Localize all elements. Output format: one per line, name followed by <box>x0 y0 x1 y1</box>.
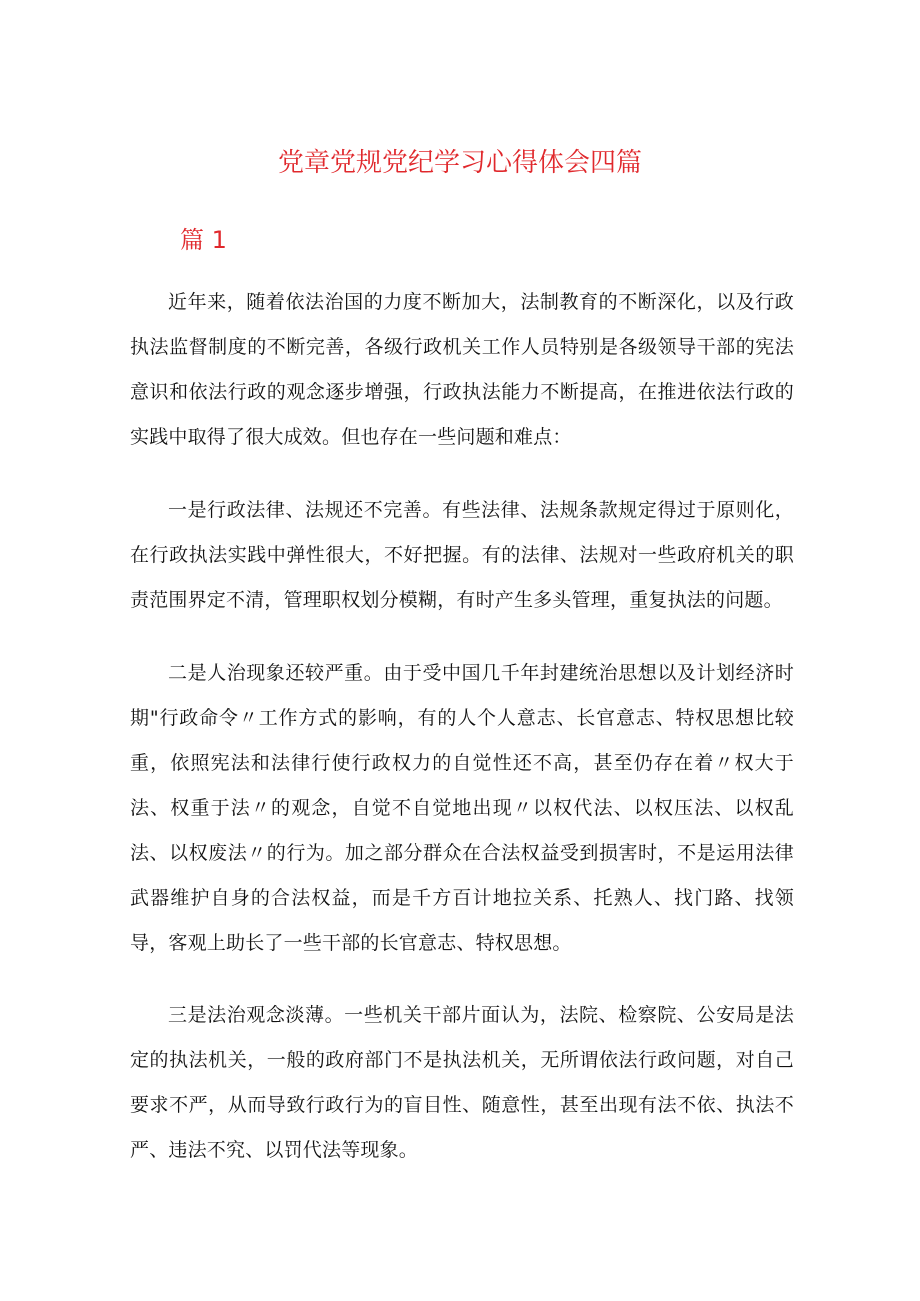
section-heading: 篇 1 <box>180 226 227 254</box>
paragraph-point-two: 二是人治现象还较严重。由于受中国几千年封建统治思想以及计划经济时期"行政命令〃工作方式的影响，有的人个人意志、长官意志、特权思想比较重，依照宪法和法律行使行政权力的自觉性还不高，甚至仍存在着〃权大于法、权重于法〃的观念，自觉不自觉地出现〃以权代法、以权压法、以权乱法、以权废法〃的行为。加之部分群众在合法权益受到损害时，不是运用法律武器维护自身的合法权益，而是千方百计地拉关系、托熟人、找门路、找领导，客观上助长了一些干部的长官意志、特权思想。 <box>130 662 794 954</box>
paragraph-point-three: 三是法治观念淡薄。一些机关干部片面认为，法院、检察院、公安局是法定的执法机关，一般的政府部门不是执法机关，无所谓依法行政问题，对自己要求不严，从而导致行政行为的盲目性、随意性，甚至出现有法不依、执法不严、违法不究、以罚代法等现象。 <box>130 1004 794 1161</box>
document-title: 党章党规党纪学习心得体会四篇 <box>277 148 642 178</box>
paragraph-intro: 近年来，随着依法治国的力度不断加大，法制教育的不断深化，以及行政执法监督制度的不断完善，各级行政机关工作人员特别是各级领导干部的宪法意识和依法行政的观念逐步增强，行政执法能力不断提高，在推进依法行政的实践中取得了很大成效。但也存在一些问题和难点： <box>130 291 794 448</box>
paragraph-point-one: 一是行政法律、法规还不完善。有些法律、法规条款规定得过于原则化，在行政执法实践中弹性很大，不好把握。有的法律、法规对一些政府机关的职责范围界定不清，管理职权划分模糊，有时产生多头管理，重复执法的问题。 <box>130 499 794 611</box>
